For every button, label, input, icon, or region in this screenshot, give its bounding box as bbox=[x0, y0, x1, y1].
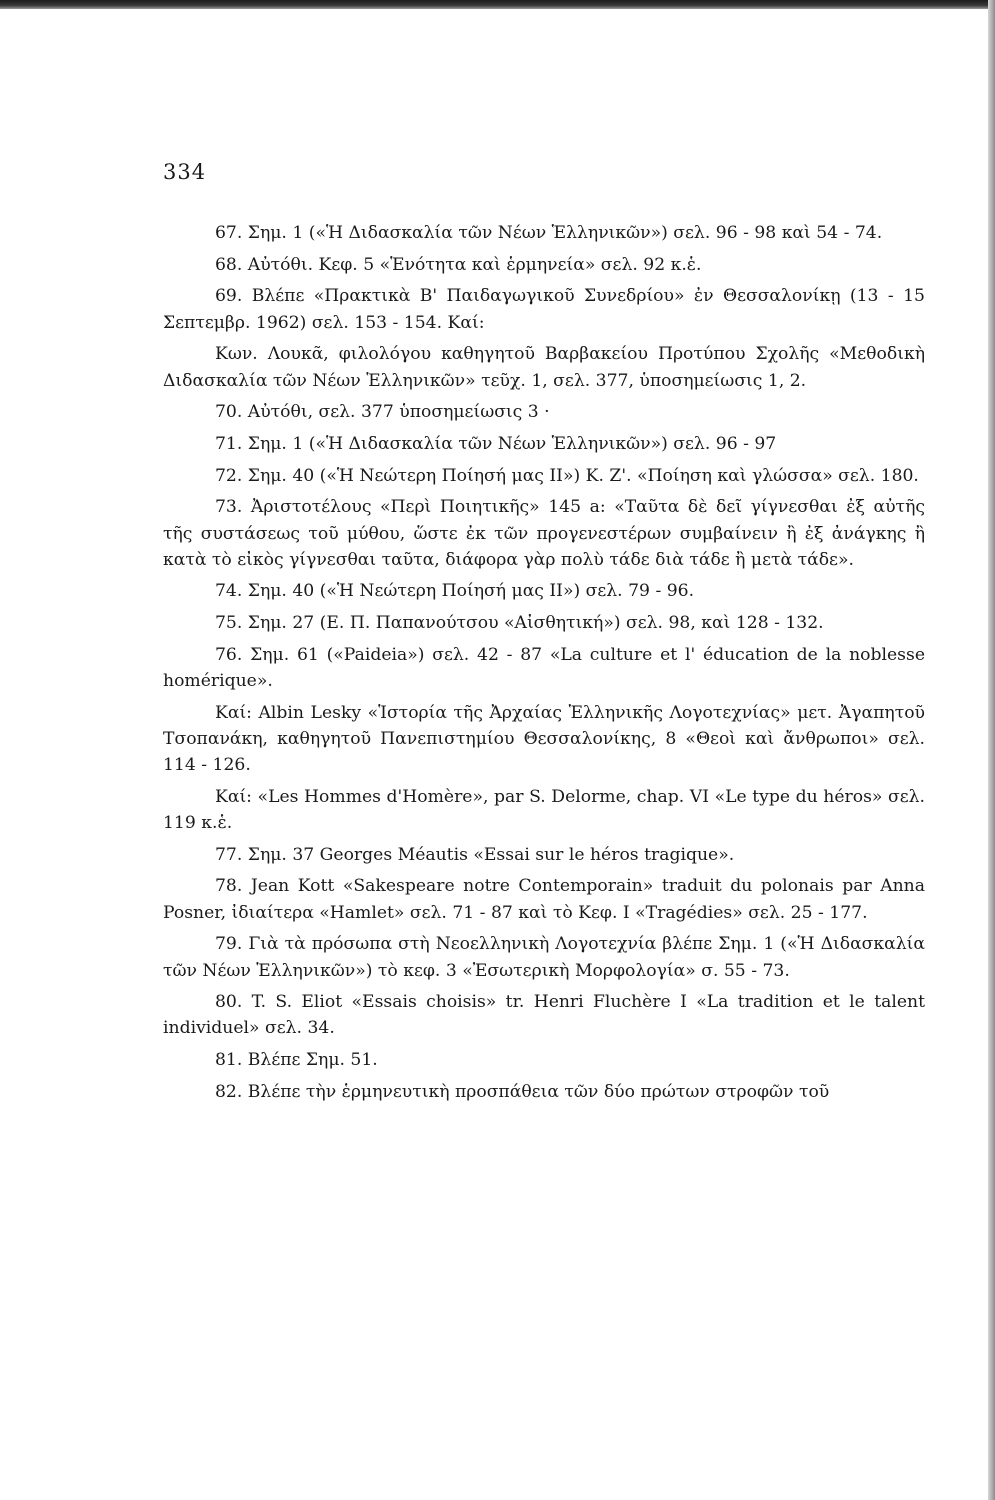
endnote-81: 81. Βλέπε Σημ. 51. bbox=[215, 1050, 378, 1071]
endnote-70: 70. Αὐτόθι, σελ. 377 ὑποσημείωσις 3 · bbox=[215, 402, 550, 423]
page-number: 334 bbox=[163, 160, 207, 184]
endnote-76-continuation-lesky: Καί: Albin Lesky «Ἱστορία τῆς Ἀρχαίας Ἑλληνικῆς Λογοτεχνίας» μετ. Ἀγαπητοῦ Τσοπανάκη, καθηγητοῦ Πανεπιστημίου Θεσσαλονίκης, 8 «Θεοὶ καὶ ἄνθρωποι» σελ. 114 - 126. bbox=[163, 702, 925, 776]
endnote-76: 76. Σημ. 61 («Paideia») σελ. 42 - 87 «La culture et l' éducation de la noblesse homérique». bbox=[163, 644, 925, 692]
endnote-82: 82. Βλέπε τὴν ἑρμηνευτικὴ προσπάθεια τῶν δύο πρώτων στροφῶν τοῦ bbox=[215, 1081, 830, 1102]
endnote-68: 68. Αὐτόθι. Κεφ. 5 «Ἑνότητα καὶ ἑρμηνεία» σελ. 92 κ.ἑ. bbox=[215, 254, 702, 275]
endnote-69: 69. Βλέπε «Πρακτικὰ Β' Παιδαγωγικοῦ Συνεδρίου» ἐν Θεσσαλονίκῃ (13 - 15 Σεπτεμβρ. 1962) σελ. 153 - 154. Καί: bbox=[163, 286, 925, 333]
endnote-69-continuation: Κων. Λουκᾶ, φιλολόγου καθηγητοῦ Βαρβακείου Προτύπου Σχολῆς «Μεθοδικὴ Διδασκαλία τῶν Νέων Ἑλληνικῶν» τεῦχ. 1, σελ. 377, ὑποσημείωσις 1, 2. bbox=[163, 344, 925, 391]
endnote-73: 73. Ἀριστοτέλους «Περὶ Ποιητικῆς» 145 a: «Ταῦτα δὲ δεῖ γίγνεσθαι ἐξ αὐτῆς τῆς συστάσεως τοῦ μύθου, ὥστε ἐκ τῶν προγενεστέρων συμβαίνειν ἢ ἐξ ἀνάγκης ἢ κατὰ τὸ εἰκὸς γίγνεσθαι ταῦτα, διάφορα γὰρ πολὺ τάδε διὰ τάδε ἢ μετὰ τάδε». bbox=[163, 497, 925, 570]
endnote-78: 78. Jean Kott «Sakespeare notre Contemporain» traduit du polonais par Anna Posner, ἰδιαίτερα «Hamlet» σελ. 71 - 87 καὶ τὸ Κεφ. Ι «Tragédies» σελ. 25 - 177. bbox=[163, 876, 925, 923]
scan-right-edge bbox=[988, 0, 995, 1500]
endnote-67: 67. Σημ. 1 («Ἡ Διδασκαλία τῶν Νέων Ἑλληνικῶν») σελ. 96 - 98 καὶ 54 - 74. bbox=[215, 223, 883, 243]
endnote-71: 71. Σημ. 1 («Ἡ Διδασκαλία τῶν Νέων Ἑλληνικῶν») σελ. 96 - 97 bbox=[215, 433, 777, 454]
scan-top-edge bbox=[0, 0, 995, 9]
endnote-80: 80. T. S. Eliot «Essais choisis» tr. Henri Fluchère I «La tradition et le talent individuel» σελ. 34. bbox=[163, 992, 925, 1039]
endnote-77: 77. Σημ. 37 Georges Méautis «Essai sur le héros tragique». bbox=[215, 844, 735, 865]
endnotes-list bbox=[163, 220, 925, 1111]
endnote-75: 75. Σημ. 27 (Ε. Π. Παπανούτσου «Αἰσθητική») σελ. 98, καὶ 128 - 132. bbox=[215, 613, 824, 634]
endnote-74: 74. Σημ. 40 («Ἡ Νεώτερη Ποίησή μας ΙΙ») σελ. 79 - 96. bbox=[215, 581, 695, 602]
endnote-72: 72. Σημ. 40 («Ἡ Νεώτερη Ποίησή μας ΙΙ») Κ. Ζ'. «Ποίηση καὶ γλώσσα» σελ. 180. bbox=[215, 465, 919, 486]
endnote-79: 79. Γιὰ τὰ πρόσωπα στὴ Νεοελληνικὴ Λογοτεχνία βλέπε Σημ. 1 («Ἡ Διδασκαλία τῶν Νέων Ἑλληνικῶν») τὸ κεφ. 3 «Ἐσωτερικὴ Μορφολογία» σ. 55 - 73. bbox=[163, 934, 925, 981]
endnote-76-continuation-delorme: Καί: «Les Hommes d'Homère», par S. Delorme, chap. VI «Le type du héros» σελ. 119 κ.ἑ. bbox=[163, 786, 925, 834]
